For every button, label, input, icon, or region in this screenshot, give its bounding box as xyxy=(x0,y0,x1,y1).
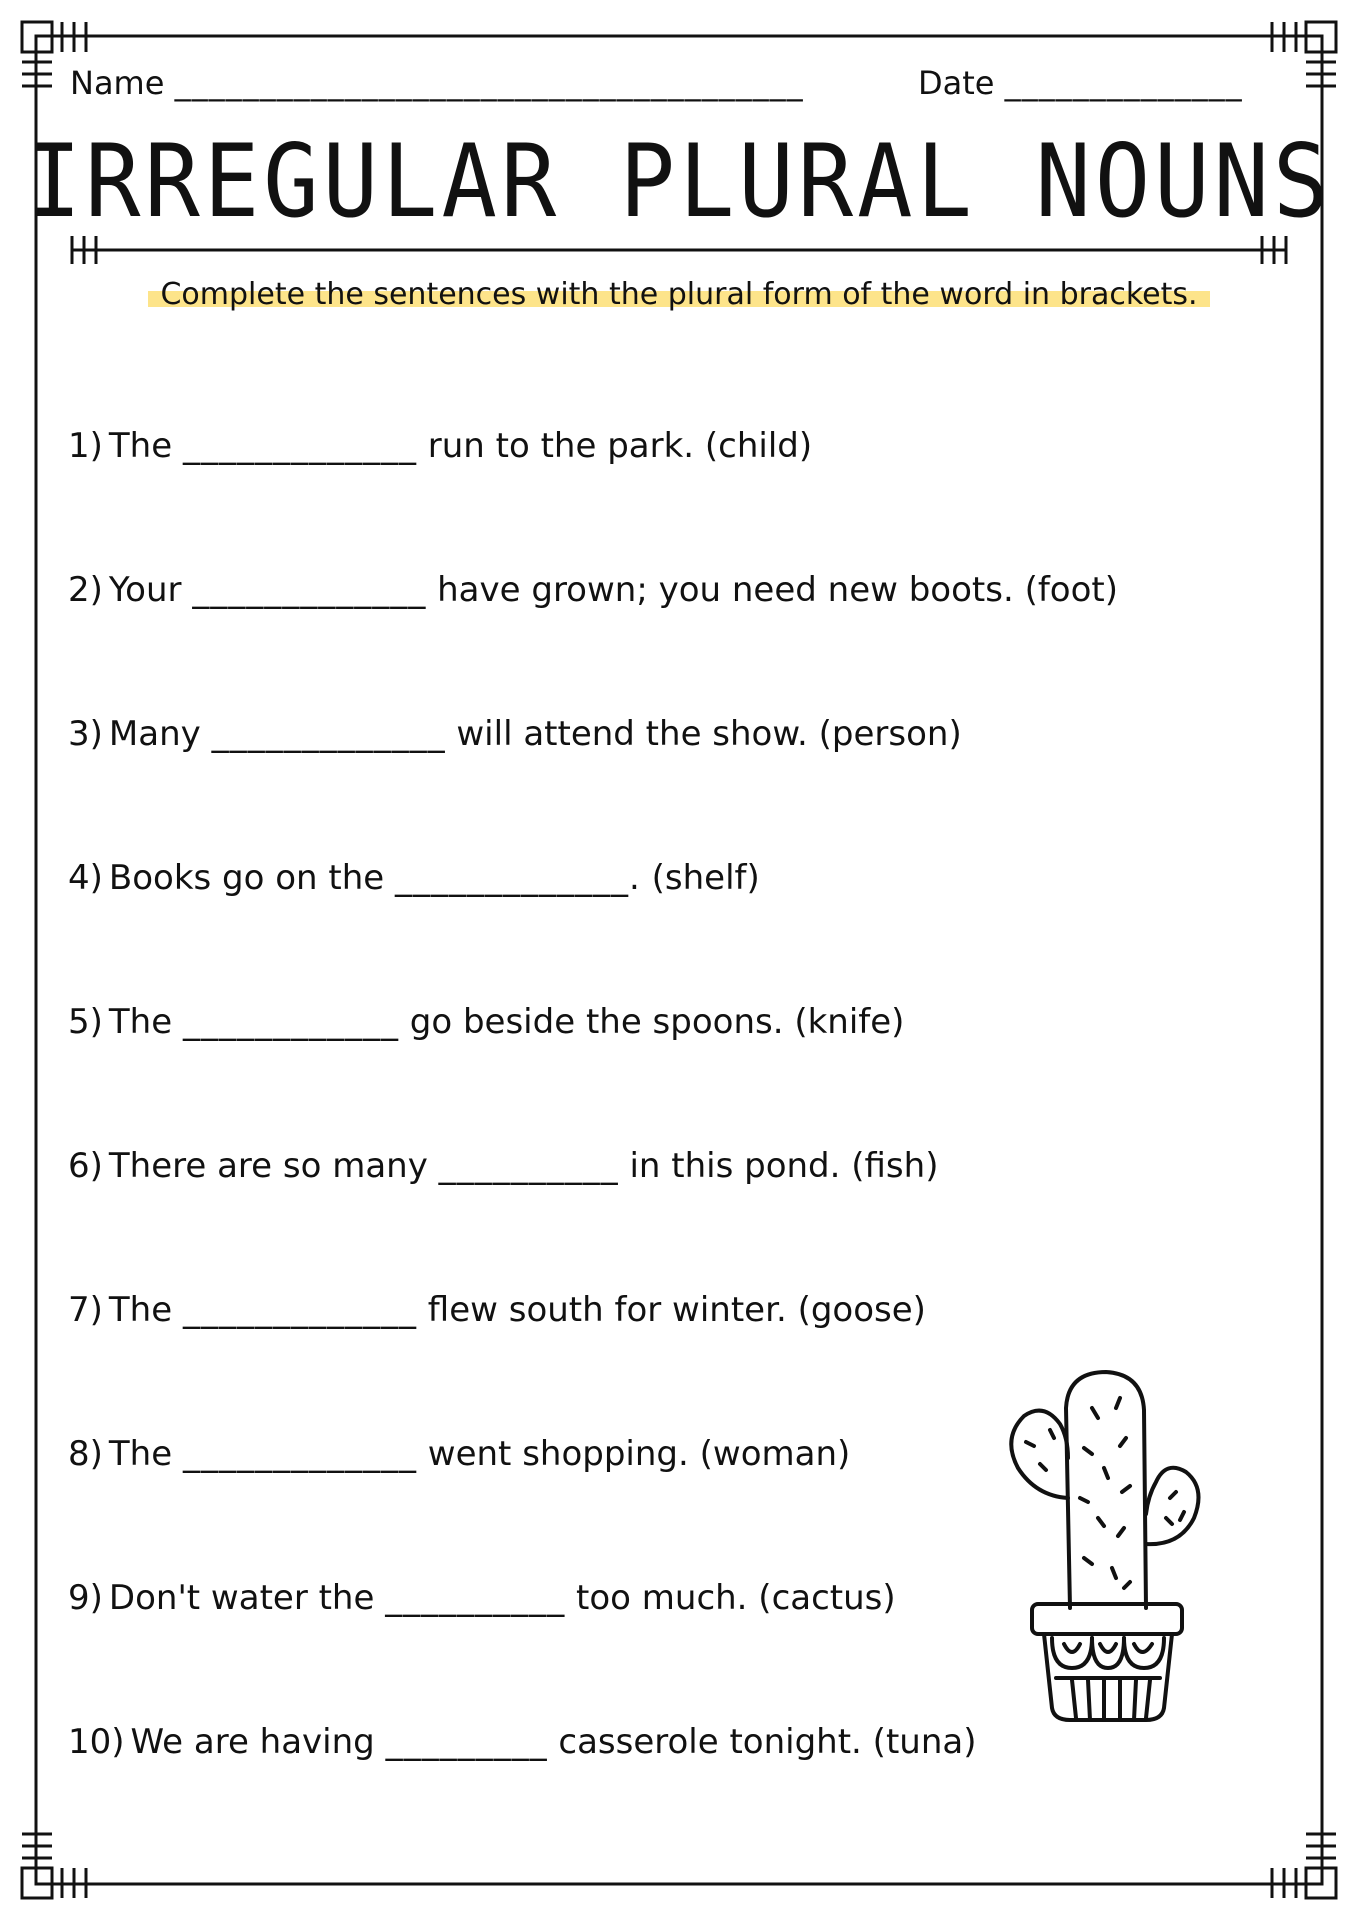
question-prefix: Many xyxy=(108,714,201,754)
date-blank[interactable]: ______________ xyxy=(1004,64,1243,102)
question-item xyxy=(68,856,760,900)
question-prefix: The xyxy=(108,426,173,466)
question-item xyxy=(68,712,962,756)
question-prefix: We are having xyxy=(130,1722,375,1762)
question-item xyxy=(68,1576,896,1620)
question-item xyxy=(68,1144,938,1188)
question-suffix: too much. (cactus) xyxy=(576,1578,896,1618)
question-prefix: Don't water the xyxy=(108,1578,375,1618)
instruction-text: Complete the sentences with the plural form of the word in brackets. xyxy=(148,276,1209,314)
answer-blank[interactable]: _____________ xyxy=(182,1290,417,1330)
question-item xyxy=(68,1720,976,1764)
question-prefix: Your xyxy=(108,570,182,610)
question-suffix: in this pond. (fish) xyxy=(629,1146,939,1186)
answer-blank[interactable]: _________ xyxy=(385,1722,548,1762)
name-label: Name xyxy=(70,64,165,102)
question-prefix: The xyxy=(108,1002,173,1042)
question-item xyxy=(68,424,812,468)
answer-blank[interactable]: __________ xyxy=(385,1578,566,1618)
question-suffix: go beside the spoons. (knife) xyxy=(409,1002,905,1042)
question-prefix: The xyxy=(108,1290,173,1330)
question-number: 3) xyxy=(68,714,103,754)
name-blank[interactable]: _____________________________________ xyxy=(174,64,804,102)
question-suffix: run to the park. (child) xyxy=(427,426,813,466)
question-suffix: casserole tonight. (tuna) xyxy=(558,1722,977,1762)
answer-blank[interactable]: _____________. xyxy=(395,858,641,898)
question-number: 6) xyxy=(68,1146,103,1186)
question-number: 7) xyxy=(68,1290,103,1330)
question-number: 2) xyxy=(68,570,103,610)
question-suffix: (shelf) xyxy=(651,858,760,898)
question-item xyxy=(68,1432,850,1476)
question-prefix: Books go on the xyxy=(108,858,385,898)
question-suffix: went shopping. (woman) xyxy=(427,1434,851,1474)
answer-blank[interactable]: _____________ xyxy=(211,714,446,754)
question-number: 1) xyxy=(68,426,103,466)
answer-blank[interactable]: _____________ xyxy=(182,426,417,466)
question-suffix: have grown; you need new boots. (foot) xyxy=(437,570,1119,610)
question-item xyxy=(68,568,1118,612)
answer-blank[interactable]: __________ xyxy=(438,1146,619,1186)
name-field[interactable] xyxy=(70,64,804,102)
answer-blank[interactable]: ____________ xyxy=(182,1002,399,1042)
date-label: Date xyxy=(918,64,995,102)
question-number: 9) xyxy=(68,1578,103,1618)
answer-blank[interactable]: _____________ xyxy=(192,570,427,610)
question-item xyxy=(68,1000,904,1044)
question-prefix: There are so many xyxy=(108,1146,428,1186)
page-title: IRREGULAR PLURAL NOUNS xyxy=(25,122,1333,241)
question-suffix: will attend the show. (person) xyxy=(456,714,962,754)
question-suffix: flew south for winter. (goose) xyxy=(427,1290,926,1330)
answer-blank[interactable]: _____________ xyxy=(182,1434,417,1474)
question-prefix: The xyxy=(108,1434,173,1474)
cactus-icon xyxy=(980,1368,1240,1728)
question-number: 8) xyxy=(68,1434,103,1474)
date-field[interactable] xyxy=(918,64,1243,102)
question-number: 4) xyxy=(68,858,103,898)
question-number: 5) xyxy=(68,1002,103,1042)
question-number: 10) xyxy=(68,1722,125,1762)
instruction-banner xyxy=(0,276,1358,314)
question-item xyxy=(68,1288,926,1332)
